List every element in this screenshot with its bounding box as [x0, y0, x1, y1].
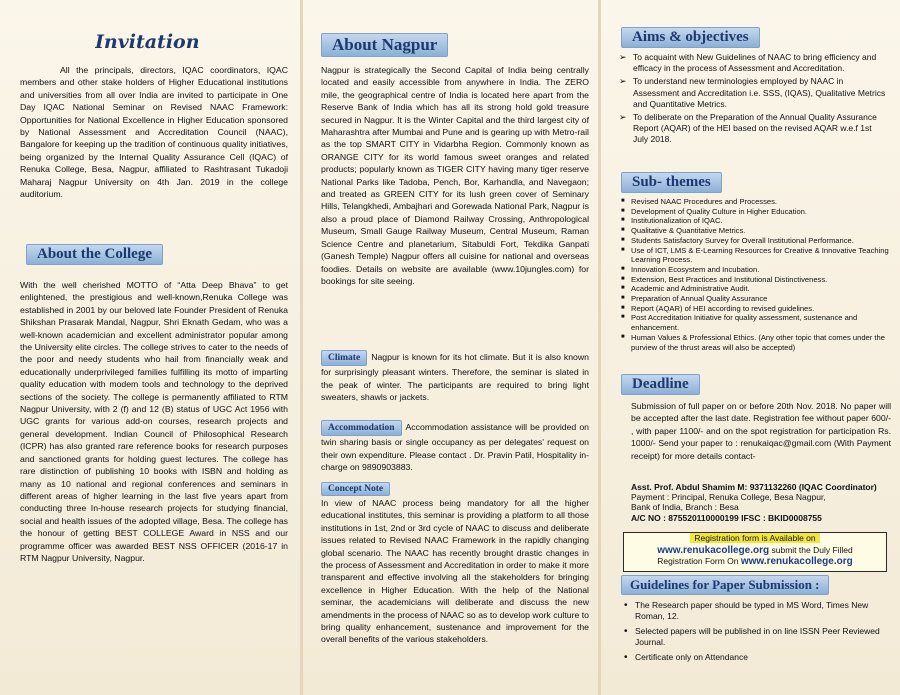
subthemes-heading: Sub- themes	[621, 172, 722, 193]
list-item: ■ Revised NAAC Procedures and Processes.	[619, 197, 891, 207]
guidelines-list	[621, 600, 889, 663]
list-item: ■ Post Accreditation Initiative for quality assessment, sustenance and enhancement.	[619, 313, 891, 332]
list-item: ■ Report (AQAR) of HEI according to revised guidelines.	[619, 304, 891, 314]
list-item: ■ Institutionalization of IQAC.	[619, 216, 891, 226]
climate-body: Nagpur is known for its hot climate. But it is also known for surprisingly pleasant winters. Therefore, the seminar is slated in the peak of winter. The participants are required to bring light sweaters, shawls or jackets.	[321, 352, 589, 403]
registration-line3: Registration Form On	[657, 556, 739, 566]
list-item: ■ Students Satisfactory Survey for Overall Institutional Performance.	[619, 236, 891, 246]
about-college-body: With the well cherished MOTTO of “Atta Deep Bhava” to get enlightened, the prestigious and well-known,Renuka College was established in 2001 by our beloved late Founder President of Renuka Shikshan Prasarak Mandal, Nagpur, Shri Eknath Gedam, who was a well-known academician and excellent administrator popular among the University elite circles. The college strives to cater to the needs of the poor and needy students who hail from financially weak and educationally underprivileged families fulfilling its motto of imparting quality education with modem tools and technology to the deprived sections of the society. The college is permanently affiliated to RTM Nagpur University, with 2 (f) and 12 (B) status of UGC Act 1956 with UGC grants for various add-on courses, research projects and general development. Indian Council of Philosophical Research (ICPR) has also granted rare reference books for research purposes and sanctioned grants for holding guest lectures. The college has rare distinction of publishing 10 books with ISBN and holding as many as 10 national and regional conferences and seminars in different areas of higher learning in the last five years apart from conducting three In-house research projects for studying financial, social and health issues of the adopted village, Besa. The college has the honour of getting BEST COLLEGE Award in NSS and our programme officer was awarded BEST NSS OFFICER (2016-17 in RTM Nagpur University, Nagpur.	[20, 280, 288, 563]
list-item: ■ Qualitative & Quantitative Metrics.	[619, 226, 891, 236]
subthemes-list	[619, 197, 891, 352]
list-item: ➢ To understand new terminologies employed by NAAC in Assessment and Accreditation i.e. SSS, (IQAS), Qualitative Metrics and Quantitative Metrics.	[619, 76, 889, 110]
payment-line: Payment : Principal, Renuka College, Besa Nagpur,	[631, 492, 826, 503]
concept-note-body: In view of NAAC process being mandatory for all the higher educational institutes, this seminar is providing a platform to all those institutions in 1st, 2nd or 3rd cycle of NAAC to discuss and deliberate issues related to Revised NAAC Framework in the rapidly changing global scenario. The NAAC has recently brought drastic changes in the process of Assessment and Accreditation in order to make it more transparent and effective involving all the stakeholders for bringing excellence in Higher Education. With the help of the National seminar, the academicians will deliberate and discuss the new amendments in the process of NAAC so as to develop work culture to bring quality enhancement, sustenance and improvement for the overall benefits of the various stakeholders.	[321, 498, 589, 645]
list-item: ■ Extension, Best Practices and Institutional Distinctiveness.	[619, 275, 891, 285]
list-item: ➢ To acquaint with New Guidelines of NAAC to bring efficiency and efficacy in the process of Assessment and Accreditation.	[619, 52, 889, 74]
concept-note-heading: Concept Note	[321, 482, 390, 496]
account-line: A/C NO : 875520110000199 IFSC : BKID0008755	[631, 512, 822, 523]
about-college-heading: About the College	[26, 244, 163, 265]
list-item: ■ Innovation Ecosystem and Incubation.	[619, 265, 891, 275]
guidelines-heading: Guidelines for Paper Submission :	[621, 575, 829, 595]
registration-line2: submit the Duly Filled	[771, 544, 853, 555]
list-item: • Selected papers will be published in on line ISSN Peer Reviewed Journal.	[621, 626, 889, 649]
right-panel	[601, 0, 900, 695]
registration-line1: Registration form is Available on	[690, 533, 819, 543]
bank-line: Bank of India, Branch : Besa	[631, 502, 739, 513]
list-item: ■ Preparation of Annual Quality Assurance	[619, 294, 891, 304]
registration-website-link[interactable]: www.renukacollege.org	[657, 544, 770, 556]
left-panel	[0, 0, 300, 695]
about-nagpur-body: Nagpur is strategically the Second Capital of India being centrally located and easily accessible from anywhere in India. The ZERO mile, the geographical centre of India is located here apart from the Reserve Bank of India which has all its strong hold gold treasure secured in Nagpur. It is the Winter Capital and the third largest city of Maharashtra after Mumbai and Pune and is gearing up with Metro-rail as the top SMART CITY in Vidarbha Region. Commonly known as ORANGE CITY for its world famous sweet oranges and related products; popularly known as TIGER CITY having many tiger reserve National Parks like Tadoba, Pench, Bor, Karhandla, and Navegaon; and treated as GREEN CITY for its lush green cover of Seminary Hills, Telangkhedi, Ambajhari and Gorewada National Park, Nagpur is also a proud place of Diamond Railway Crossing, Anthropological Museum, Small Gauge Railway Museum, Central Museum, Raman Science Centre and planetarium, Sitabuldi Fort, Tekdika Ganpati (Ganesh Temple) Nagpur offers all cuisine for national and overseas foodies. Details on website are available (www.10jungles.com) for bookings for site seeing.	[321, 65, 589, 286]
list-item: ■ Academic and Administrative Audit.	[619, 284, 891, 294]
climate-heading: Climate	[321, 350, 367, 366]
list-item: • Certificate only on Attendance	[621, 652, 889, 663]
list-item: ➢ To deliberate on the Preparation of the Annual Quality Assurance Report (AQAR) of the HEI based on the revised AQAR w.e.f 1st July 2018.	[619, 112, 889, 146]
accommodation-body: Accommodation assistance will be provided on twin sharing basis or single occupancy as per delegates' request on their own expenditure. Please contact . Dr. Pravin Patil, Hospitality in-charge on 9890903883.	[321, 422, 589, 473]
aims-list	[619, 52, 889, 146]
accommodation-heading: Accommodation	[321, 420, 402, 436]
about-nagpur-heading: About Nagpur	[321, 33, 448, 57]
deadline-body: Submission of full paper on or before 20th Nov. 2018. No paper will be accepted after the last date. Registration fee without paper 600/- , with paper 1100/- and on the spot registration for participation Rs. 1000/- Send your paper to : renukaiqac@gmail.com (With Payment receipt) for more details contact-	[631, 401, 891, 461]
list-item: • The Research paper should be typed in MS Word, Times New Roman, 12.	[621, 600, 889, 623]
invitation-title: Invitation	[95, 31, 200, 53]
middle-panel	[303, 0, 598, 695]
aims-heading: Aims & objectives	[621, 27, 760, 48]
registration-website-link-2[interactable]: www.renukacollege.org	[740, 556, 853, 567]
list-item: ■ Development of Quality Culture in Higher Education.	[619, 207, 891, 217]
invitation-body: All the principals, directors, IQAC coordinators, IQAC members and other stake holders of Higher Educational institutions and universities from all over India are invited to participate in One Day IQAC National Seminar on Revised NAAC Framework: Opportunities for National Excellence in Higher Education sponsored by National Assessment and Accreditation Council (NAAC), Bangalore for keeping up the tradition of continuous quality initiatives, being organized by the Internal Quality Assurance Cell (IQAC) of Renuka College, Besa, Nagpur, affiliated to Rashtrasant Tukadoji Maharaj Nagpur University on 4th Jan. 2019 in the college auditorium.	[20, 65, 288, 200]
registration-box	[623, 532, 887, 572]
contact-line: Asst. Prof. Abdul Shamim M: 9371132260 (IQAC Coordinator)	[631, 482, 877, 492]
deadline-heading: Deadline	[621, 374, 700, 395]
list-item: ■ Use of ICT, LMS & E-Learning Resources for Creative & Innovative Teaching Learning Process.	[619, 246, 891, 265]
list-item: ■ Human Values & Professional Ethics. (Any other topic that comes under the purview of the thrust areas will also be accepted)	[619, 333, 891, 352]
